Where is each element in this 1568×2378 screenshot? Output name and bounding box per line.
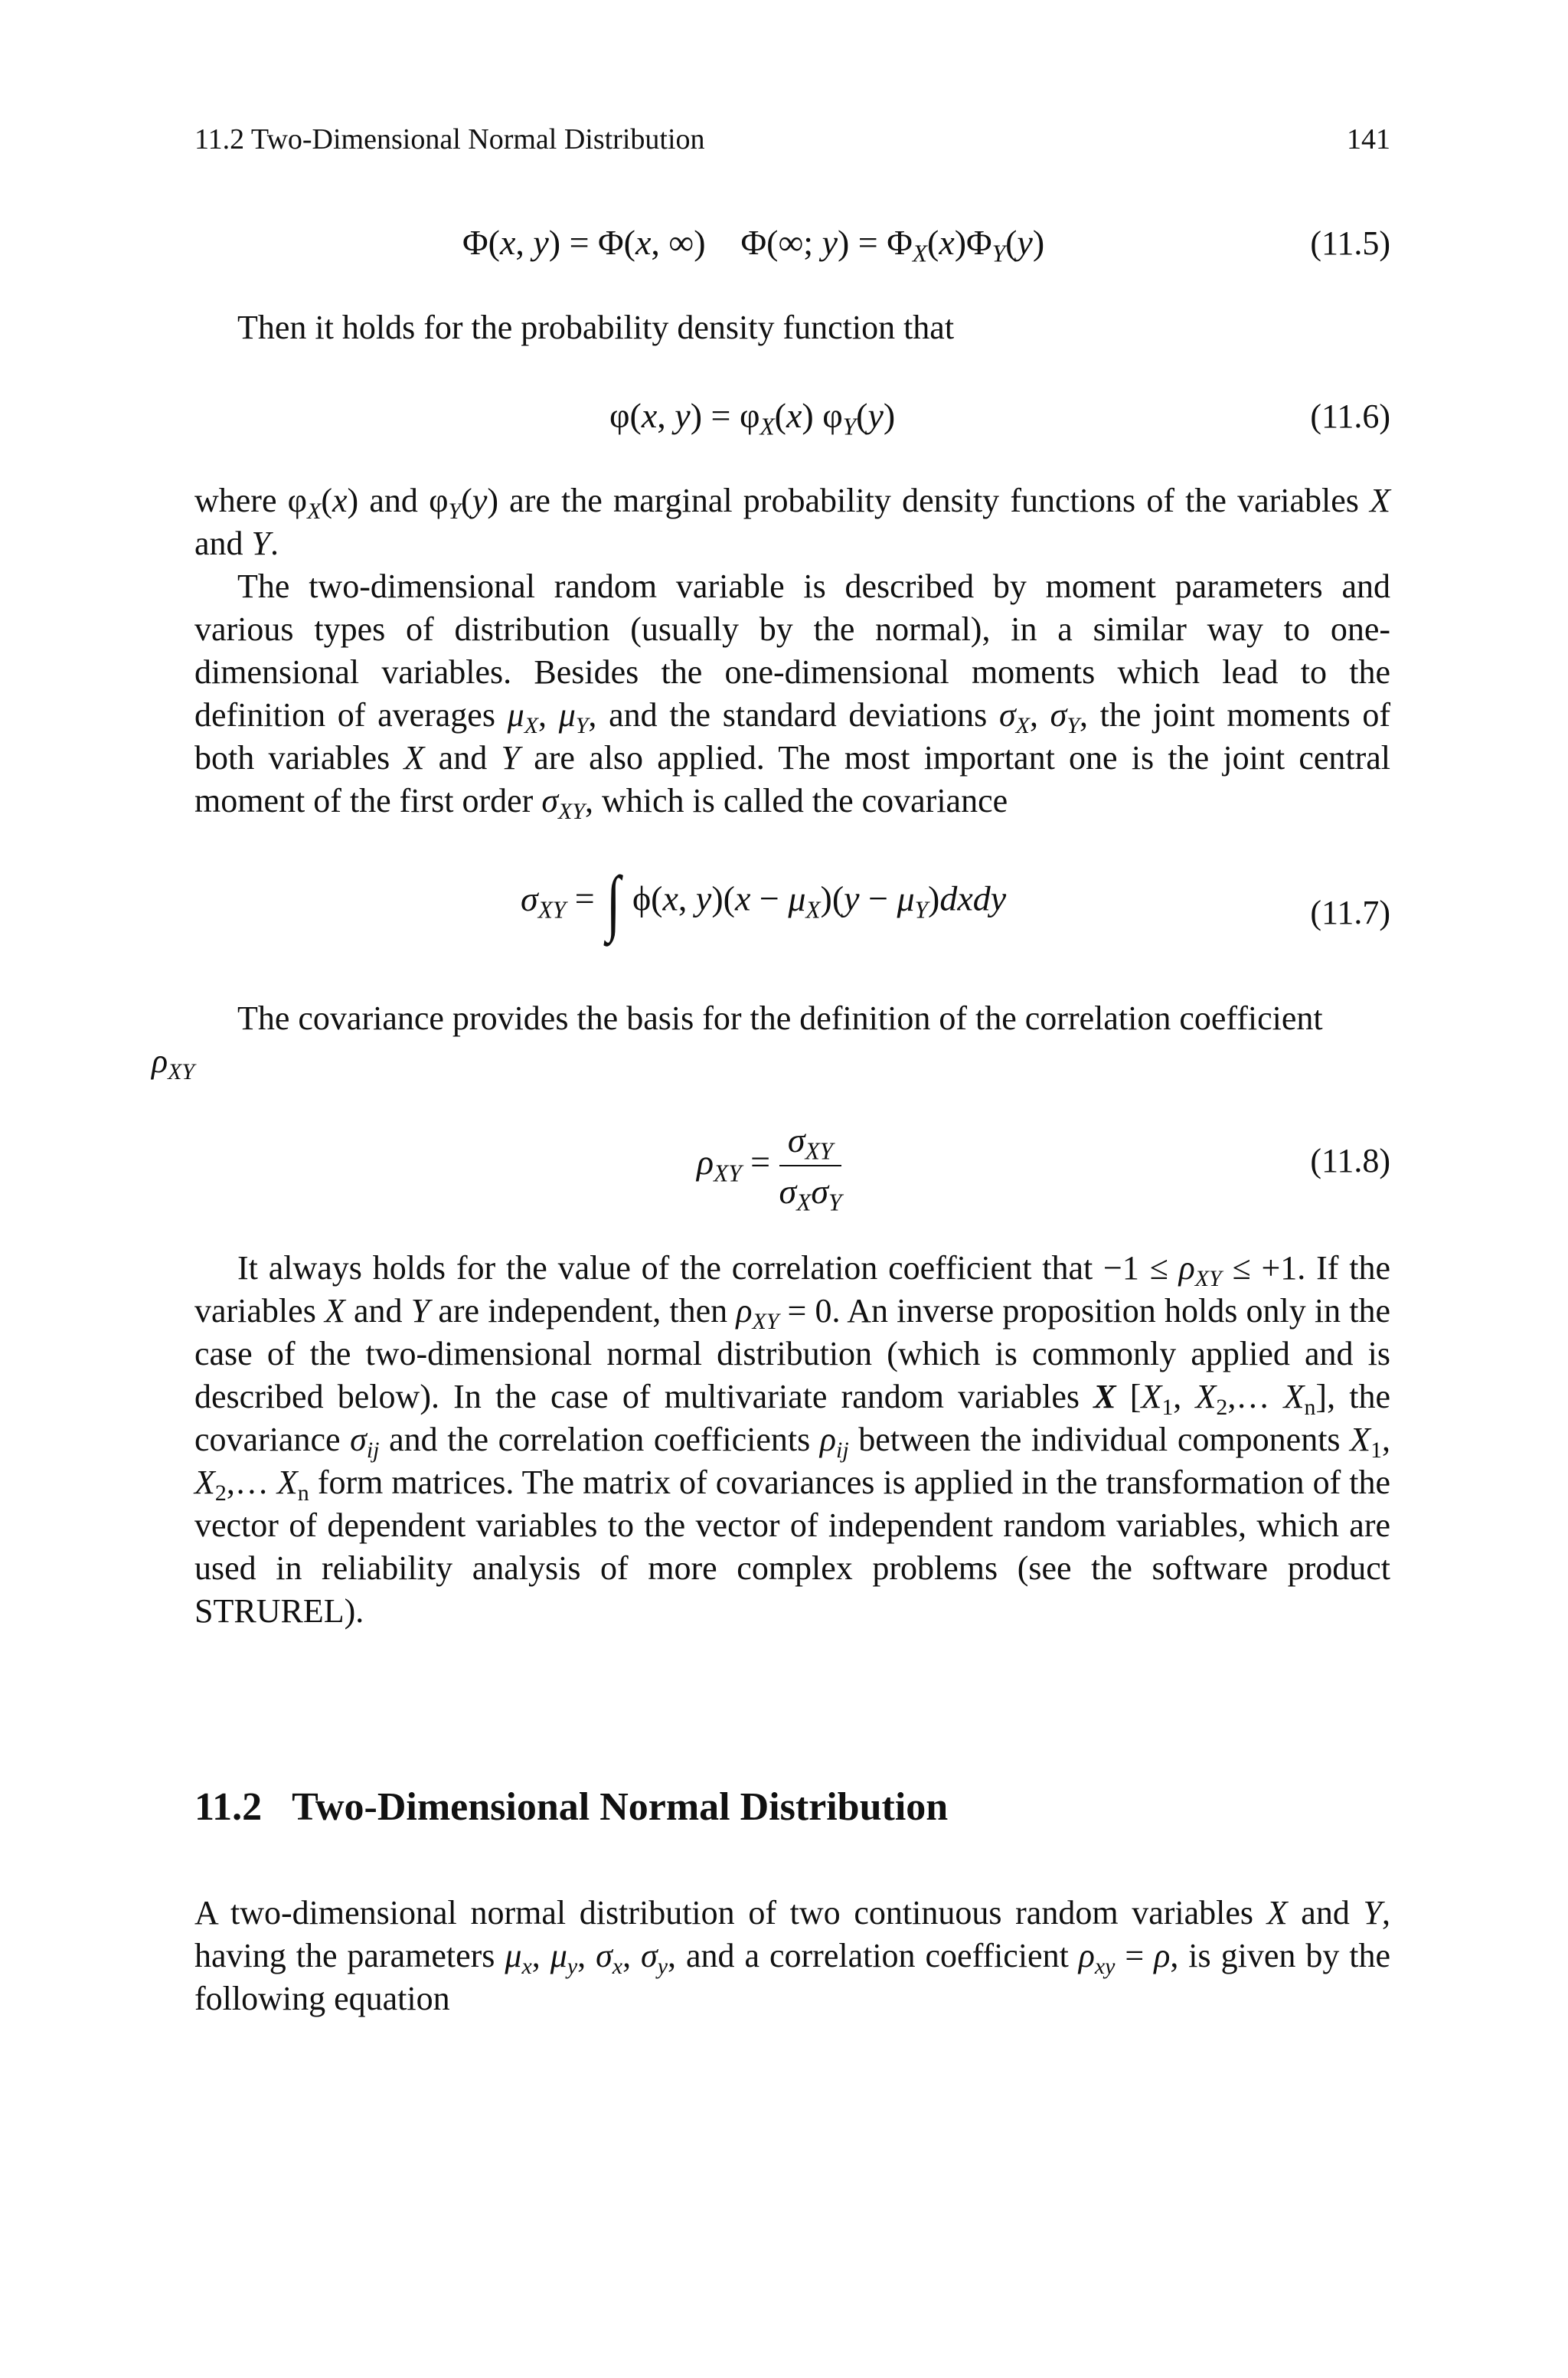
equation-number: (11.5) <box>1310 224 1390 262</box>
integral-sign: ∫ <box>606 861 621 943</box>
equation-number: (11.8) <box>1310 1142 1390 1179</box>
equation-11-6: φ(x, $y) = \varphi_X(x)$ $\varphi_Y(y)$ <box>609 396 896 440</box>
paragraph: A two-dimensional normal distribution of two continuous random variables X and Y, having the parameters $\mu_x$, $\mu_y$, $\sigma_x$, $\sigma_y$, and a correlation coefficient $\rho_{xy} = \rho$, is given by the following equation <box>194 1894 1391 2017</box>
fraction: $\frac{\sigma_{XY}}{\sigma_X\sigma_Y}$ <box>779 1120 842 1216</box>
section-title: Two-Dimensional Normal Distribution <box>292 1785 949 1829</box>
page-number: 141 <box>1347 123 1390 155</box>
paragraph: The covariance provides the basis for the definition of the correlation coefficient $\rho_{XY}$ <box>152 999 1323 1084</box>
paragraph: It always holds for the value of the correlation coefficient that $-1 \le \rho_{XY} \le +1$. If the variables X and Y are independent, then $\rho_{XY} = 0$. An inverse proposition holds only in the case of the two-dimensional normal distribution (which is commonly applied and is described below). In the case of multivariate random variables X [$X_1$, $X_2,\dots$ $X_n$], the covariance $\sigma_{ij}$ and the correlation coefficients $\rho_{ij}$ between the individual components $X_1$, $X_2,\dots$ $X_n$ form matrices. The matrix of covariances is applied in the transformation of the vector of dependent variables to the vector of independent random variables, which are used in reliability analysis of more complex problems (see the software product STRUREL). <box>194 1249 1391 1630</box>
equation-number: (11.6) <box>1310 397 1390 435</box>
paragraph: where $\varphi_X(x)$ and $\varphi_Y(y)$ are the marginal probability density functions of the variables X and Y. <box>194 482 1390 562</box>
equation-number: (11.7) <box>1310 894 1390 931</box>
equation-11-8: $\rho_{XY}$ = $\frac{\sigma_{XY}}{\sigma_X\sigma_Y}$ <box>697 1120 842 1216</box>
paragraph: The two-dimensional random variable is described by moment parameters and various types of distribution (usually by the normal), in a similar way to one-dimensional variables. Besides the one-dimensional moments which lead to the definition of averages $\mu_X$, $\mu_Y$, and the standard deviations $\sigma_X$, $\sigma_Y$, the joint moments of both variables X and Y are also applied. The most important one is the joint central moment of the first order $\sigma_{XY}$, which is called the covariance <box>194 568 1391 824</box>
equation-11-7: $\sigma_{XY}$ = ∫ ϕ(x, $y)(x - \mu_X)(y$ − $\mu_Y)dxdy$ <box>521 861 1007 943</box>
paragraph: Then it holds for the probability density function that <box>237 309 955 346</box>
running-header: 11.2 Two-Dimensional Normal Distribution <box>194 123 705 155</box>
section-heading <box>194 1784 948 1830</box>
equation-11-5: Φ(x, y) = Φ(x, ∞) Φ(∞; $y) = \Phi_X(x)\Phi_Y(y)$ <box>462 223 1045 267</box>
section-number: 11.2 <box>194 1785 263 1829</box>
